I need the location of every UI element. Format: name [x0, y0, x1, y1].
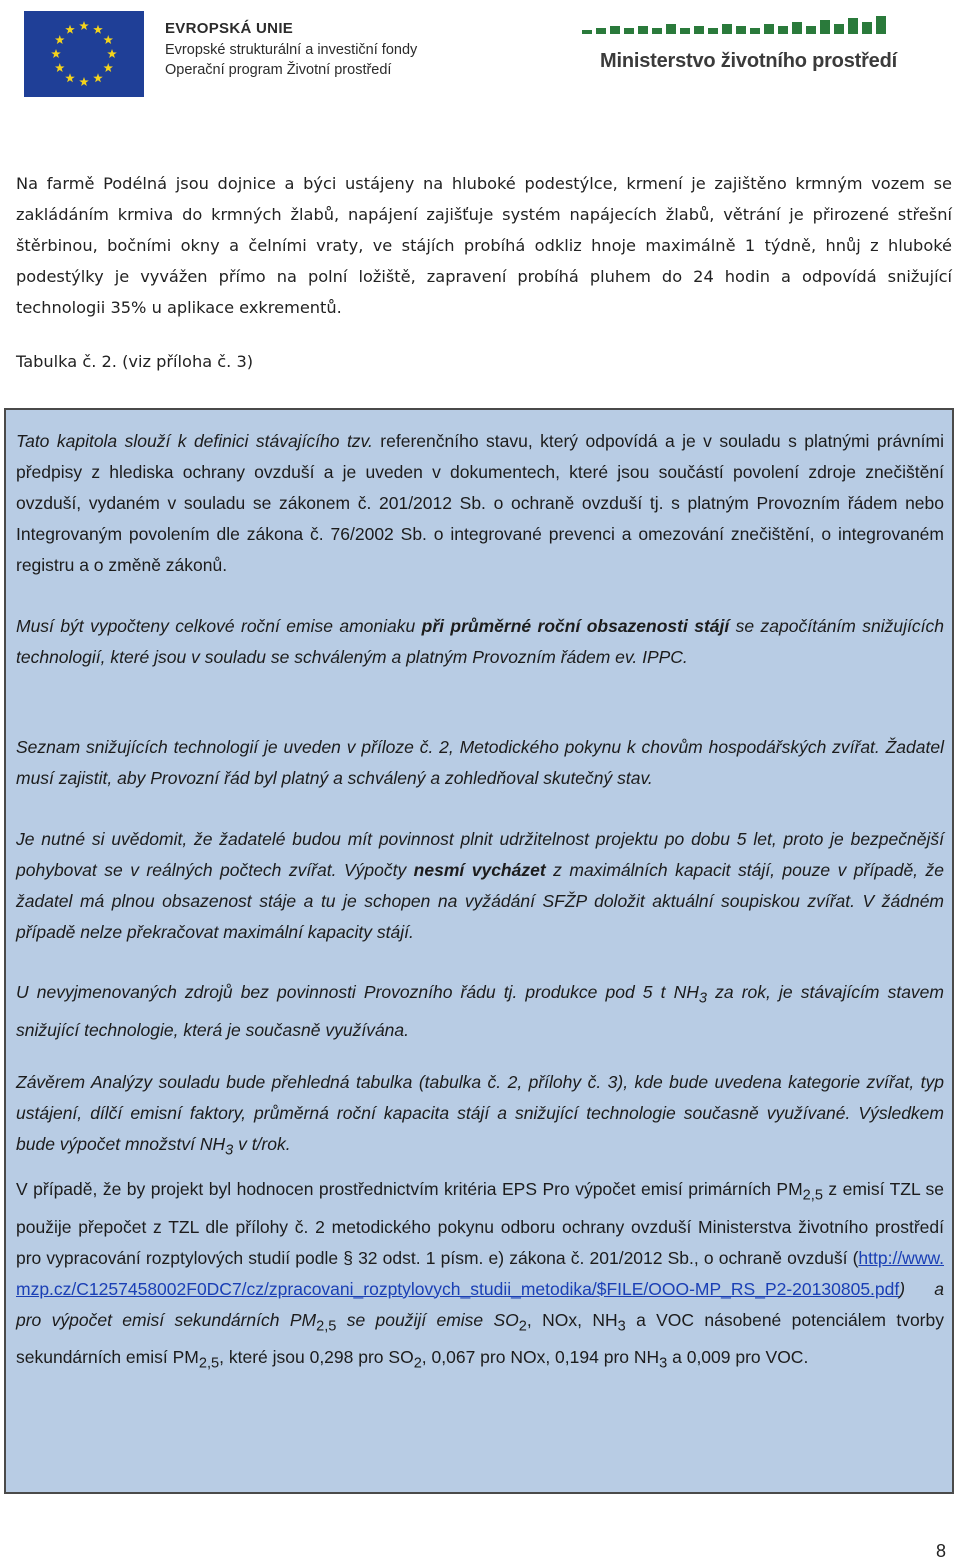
eu-stars-icon	[24, 11, 144, 97]
eu-program-line: Operační program Životní prostředí	[165, 62, 392, 78]
ministry-name: Ministerstvo životního prostředí	[600, 50, 897, 72]
eu-funds-line: Evropské strukturální a investiční fondy	[165, 42, 418, 58]
infobox-paragraph-2: Musí být vypočteny celkové roční emise amoniaku při průměrné roční obsazenosti stájí se započítáním snižujících technologií, které jsou v souladu se schváleným a platným Provozním řádem ev. IPPC.	[16, 616, 944, 667]
ministry-bars-icon	[582, 14, 912, 50]
reference-state-infobox	[4, 408, 954, 1494]
intro-paragraph: Na farmě Podélná jsou dojnice a býci ustájeny na hluboké podestýlce, krmení je zajištěno krmným vozem se zakládáním krmiva do krmných žlabů, napájení zajišťuje systém napájecích žlabů, větrání je přirozené střešní štěrbinou, bočními okny a čelními vraty, ve stájích probíhá odkliz hnoje maximálně 1 týdně, hnůj z hluboké podestýlky je vyvážen přímo na polní ložiště, zapravení probíhá pluhem do 24 hodin a odpovídá snižující technologii 35% u aplikace exkrementů.	[16, 174, 952, 317]
eu-logo-text	[165, 18, 417, 80]
table-reference: Tabulka č. 2. (viz příloha č. 3)	[16, 352, 254, 371]
page-header	[0, 0, 960, 110]
eu-flag-logo	[24, 11, 144, 97]
page-number: 8	[936, 1541, 947, 1561]
infobox-paragraph-3: Seznam snižujících technologií je uveden v příloze č. 2, Metodického pokynu k chovům hospodářských zvířat. Žadatel musí zajistit, aby Provozní řád byl platný a schválený a zohledňoval skutečný stav.	[16, 737, 944, 788]
ministry-logo	[582, 14, 912, 84]
bold-emphasis: nesmí vycházet	[413, 860, 546, 880]
infobox-paragraph-4: Je nutné si uvědomit, že žadatelé budou mít povinnost plnit udržitelnost projektu po dobu 5 let, proto je bezpečnější pohybovat se v reálných počtech zvířat. Výpočty nesmí vycházet z maximálních kapacit stájí, pouze v případě, že žadatel má plnou obsazenost stáje a tu je schopen na vyžádání SFŽP doložit aktuální soupiskou zvířat. V žádném případě nelze překračovat maximální kapacity stájí.	[16, 829, 944, 942]
infobox-paragraph-5: U nevyjmenovaných zdrojů bez povinnosti Provozního řádu tj. produkce pod 5 t $NH_3$ za rok, je stávajícím stavem snižující technologie, která je současně využívána.	[16, 982, 944, 1040]
infobox-paragraph-6: Závěrem Analýzy souladu bude přehledná tabulka (tabulka č. 2, přílohy č. 3), kde bude uvedena kategorie zvířat, typ ustájení, dílčí emisní faktory, průměrná roční kapacita stájí a snižující technologie současně využívané. Výsledkem bude výpočet množství $NH_3$ v t/rok.	[16, 1072, 944, 1159]
eu-title: EVROPSKÁ UNIE	[165, 20, 294, 37]
infobox-paragraph-7: V případě, že by projekt byl hodnocen prostřednictvím kritéria EPS Pro výpočet emisí primárních $PM_{2,5}$ z emisí TZL se použije přepočet z TZL dle přílohy č. 2 metodického pokynu odboru ochrany ovzduší Ministerstva životního prostředí pro vypracování rozptylových studií podle § 32 odst. 1 písm. e) zákona č. 201/2012 Sb., o ochraně ovzduší (http://www.mzp.cz/C1257458002F0DC7/cz/zpracovani_rozptylovych_studii_metodika/$FILE/OOO-MP_RS_P2-20130805.pdf) a pro výpočet emisí sekundárních $PM_{2,5}$ se použijí emise $SO_2$, NOx, $NH_3$ a VOC násobené potenciálem tvorby sekundárních emisí $PM_{2,5}$, které jsou 0,298 pro $SO_2$, 0,067 pro NOx, 0,194 pro $NH_3$ a 0,009 pro VOC.	[16, 1179, 945, 1372]
bold-emphasis: při průměrné roční obsazenosti stájí	[421, 616, 730, 636]
mzp-methodology-link[interactable]: http://www.mzp.cz/C1257458002F0DC7/cz/zpracovani_rozptylovych_studii_metodika/$FILE/OOO-MP_RS_P2-20130805.pdf	[16, 1247, 944, 1299]
infobox-paragraph-1: Tato kapitola slouží k definici stávajícího tzv. referenčního stavu, který odpovídá a je v souladu s platnými právními předpisy z hlediska ochrany ovzduší a je uveden v dokumentech, které jsou součástí povolení zdroje znečištění ovzduší, vydaném v souladu se zákonem č. 201/2012 Sb. o ochraně ovzduší tj. s platným Provozním řádem nebo Integrovaným povolením dle zákona č. 76/2002 Sb. o integrované prevenci a omezování znečištění, o integrovaném registru a o změně zákonů.	[16, 431, 944, 575]
